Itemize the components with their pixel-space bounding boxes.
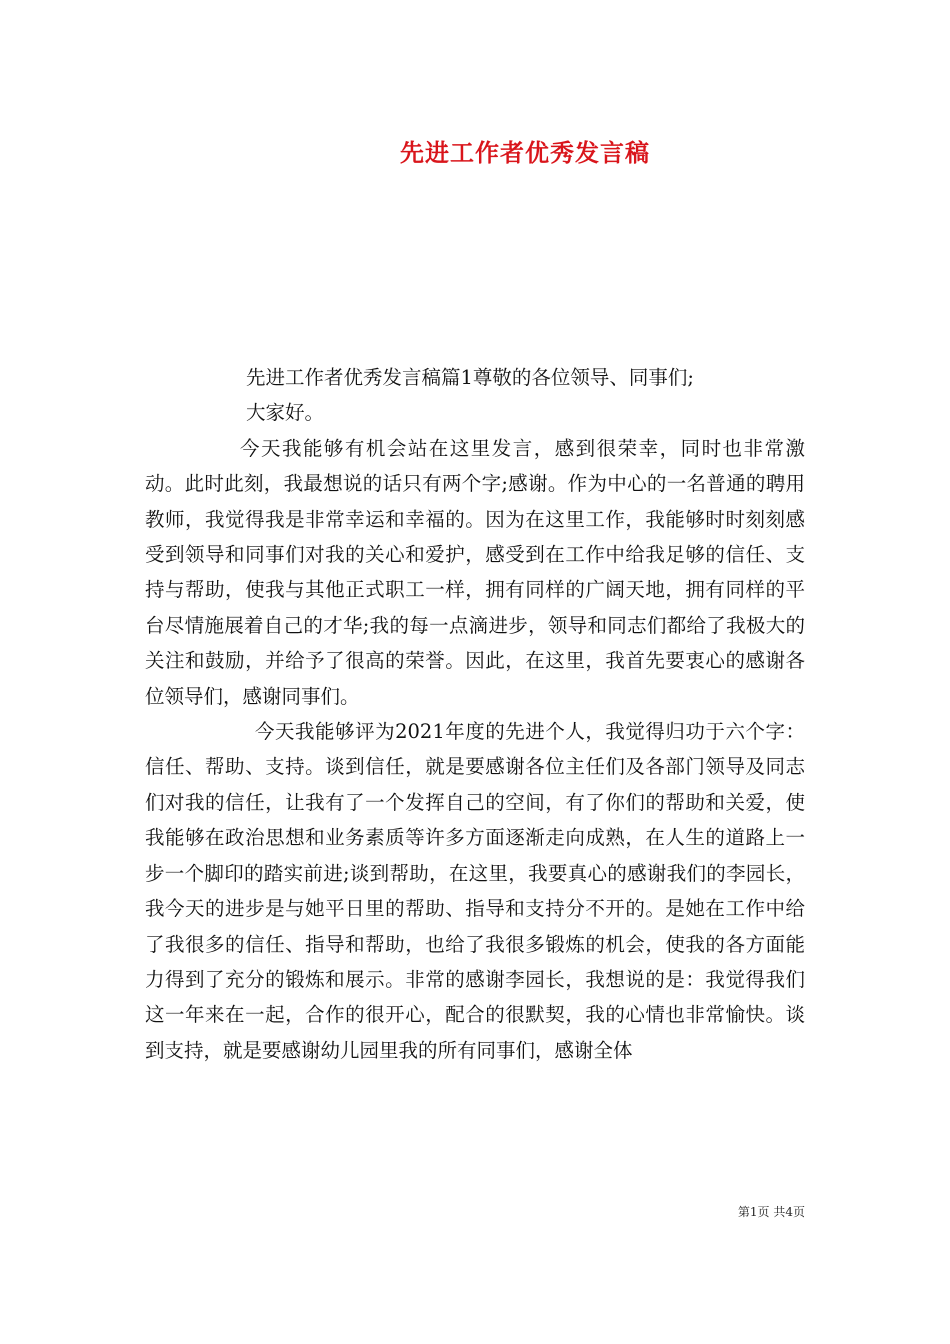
- paragraph-body-1: 今天我能够有机会站在这里发言，感到很荣幸，同时也非常激动。此时此刻，我最想说的话只有两个字;感谢。作为中心的一名普通的聘用教师，我觉得我是非常幸运和幸福的。因为在这里工作，我能够时时刻刻感受到领导和同事们对我的关心和爱护，感受到在工作中给我足够的信任、支持与帮助，使我与其他正式职工一样，拥有同样的广阔天地，拥有同样的平台尽情施展着自己的才华;我的每一点滴进步，领导和同志们都给了我极大的关注和鼓励，并给予了很高的荣誉。因此，在这里，我首先要衷心的感谢各位领导们，感谢同事们。: [145, 436, 805, 708]
- paragraph-greeting: 大家好。: [246, 401, 325, 425]
- paragraph-intro: 先进工作者优秀发言稿篇1尊敬的各位领导、同事们;: [246, 366, 694, 389]
- document-body: [145, 360, 805, 1068]
- page-footer: 第1页 共4页: [737, 1205, 805, 1219]
- document-title: 先进工作者优秀发言稿: [400, 138, 650, 167]
- paragraph-body-2: 今天我能够评为2021年度的先进个人，我觉得归功于六个字：信任、帮助、支持。谈到信任，就是要感谢各位主任们及各部门领导及同志们对我的信任，让我有了一个发挥自己的空间，有了你们的帮助和关爱，使我能够在政治思想和业务素质等许多方面逐渐走向成熟，在人生的道路上一步一个脚印的踏实前进;谈到帮助，在这里，我要真心的感谢我们的李园长，我今天的进步是与她平日里的帮助、指导和支持分不开的。是她在工作中给了我很多的信任、指导和帮助，也给了我很多锻炼的机会，使我的各方面能力得到了充分的锻炼和展示。非常的感谢李园长，我想说的是：我觉得我们这一年来在一起，合作的很开心，配合的很默契，我的心情也非常愉快。谈到支持，就是要感谢幼儿园里我的所有同事们，感谢全体: [145, 720, 805, 1062]
